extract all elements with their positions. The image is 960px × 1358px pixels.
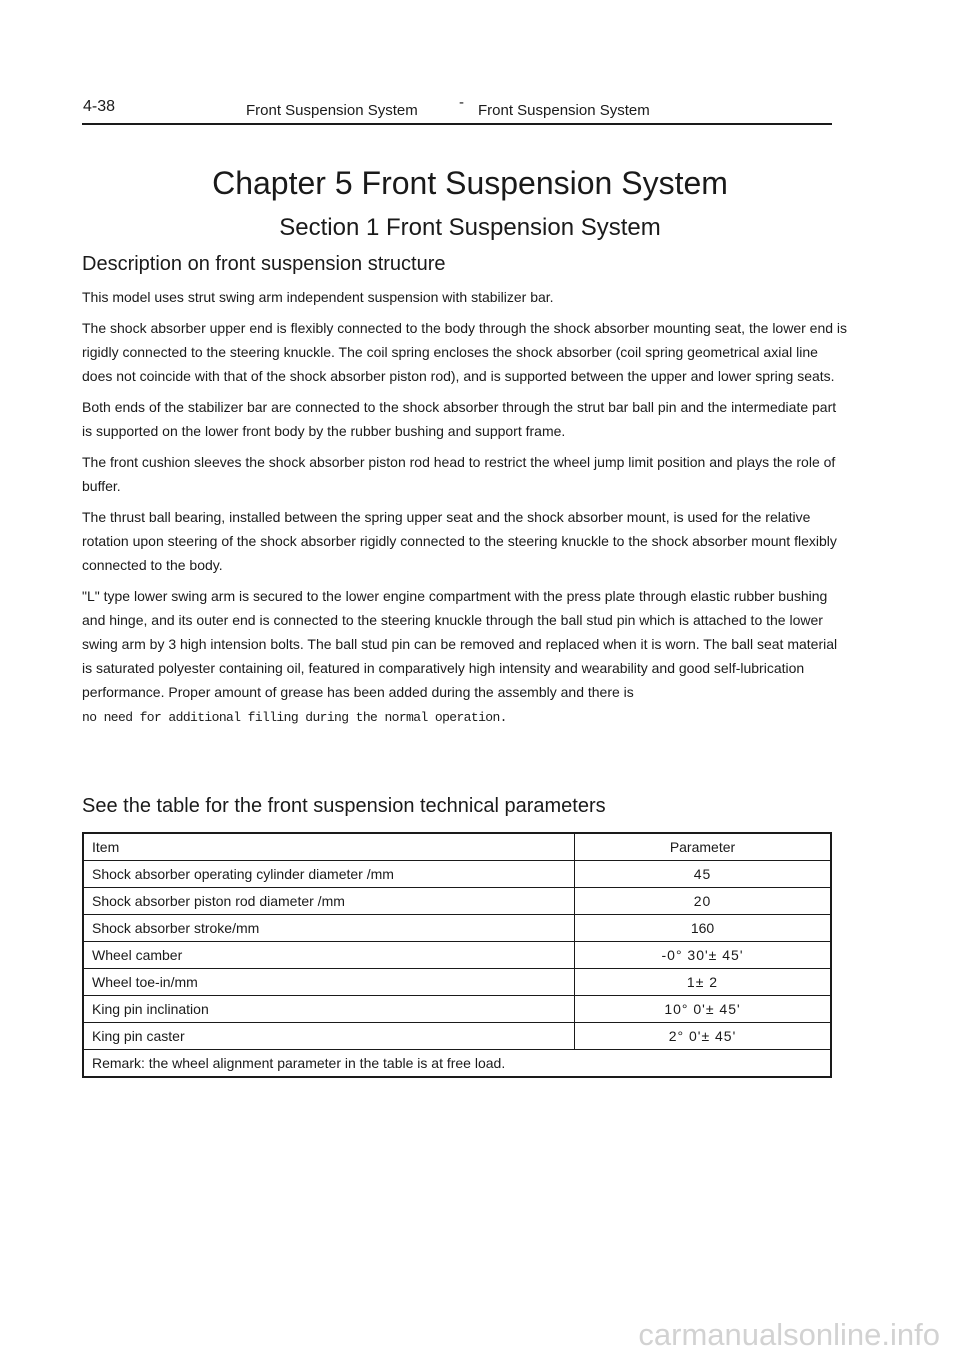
- table-remark-row: [83, 1050, 831, 1078]
- row-item: Shock absorber stroke/mm: [83, 915, 575, 942]
- header-rule: [82, 123, 832, 125]
- table-row: [83, 888, 831, 915]
- table-row: [83, 861, 831, 888]
- table-header-row: [83, 833, 831, 861]
- row-parameter: 1± 2: [575, 969, 832, 996]
- table-row: [83, 915, 831, 942]
- paragraph: This model uses strut swing arm independent suspension with stabilizer bar.: [82, 289, 554, 305]
- paragraph: The thrust ball bearing, installed between the spring upper seat and the shock absorber mount, is used for the relative rotation upon steering of the shock absorber rigidly connected to the steering knuckle to the shock absorber mount flexibly connected to the body.: [82, 509, 837, 573]
- row-parameter: 160: [575, 915, 832, 942]
- header-cell-parameter: Parameter: [575, 833, 832, 861]
- section-title: Section 1 Front Suspension System: [279, 214, 661, 241]
- table-row: [83, 996, 831, 1023]
- row-item: Wheel camber: [83, 942, 575, 969]
- body-text: [82, 285, 848, 730]
- paragraph: The front cushion sleeves the shock absorber piston rod head to restrict the wheel jump limit position and plays the role of buffer.: [82, 454, 836, 494]
- running-header-left: Front Suspension System: [246, 102, 418, 119]
- table-row: [83, 969, 831, 996]
- row-parameter: 2° 0'± 45': [575, 1023, 832, 1050]
- running-header-separator: -: [459, 94, 464, 111]
- paragraph: [82, 584, 848, 730]
- row-item: Wheel toe-in/mm: [83, 969, 575, 996]
- header-cell-item: Item: [83, 833, 575, 861]
- table-row: [83, 1023, 831, 1050]
- page-number: 4-38: [83, 98, 116, 115]
- row-parameter: 45: [575, 861, 832, 888]
- paragraph-text: "L" type lower swing arm is secured to the lower engine compartment with the press plate through elastic rubber bushing and hinge, and its outer end is connected to the steering knuckle through the ball stud pin which is attached to the lower swing arm by 3 high intension bolts. The ball stud pin can be removed and replaced when it is worn. The ball seat material is saturated polyester containing oil, featured in comparatively high intensity and wearability and good self-lubrication performance. Proper amount of grease has been added during the assembly and there is: [82, 588, 838, 700]
- table-row: [83, 942, 831, 969]
- row-item: King pin inclination: [83, 996, 575, 1023]
- row-item: King pin caster: [83, 1023, 575, 1050]
- table-remark: Remark: the wheel alignment parameter in the table is at free load.: [83, 1050, 831, 1078]
- paragraph: The shock absorber upper end is flexibly connected to the body through the shock absorber mounting seat, the lower end is rigidly connected to the steering knuckle. The coil spring encloses the shock absorber (coil spring geometrical axial line does not coincide with that of the shock absorber piston rod), and is supported between the upper and lower spring seats.: [82, 320, 848, 384]
- chapter-title: Chapter 5 Front Suspension System: [212, 165, 728, 201]
- row-parameter: 20: [575, 888, 832, 915]
- parameters-table: [82, 832, 832, 1078]
- paragraph: Both ends of the stabilizer bar are connected to the shock absorber through the strut bar ball pin and the intermediate part is supported on the lower front body by the rubber bushing and support frame.: [82, 399, 837, 439]
- row-item: Shock absorber operating cylinder diameter /mm: [83, 861, 575, 888]
- running-header-right: Front Suspension System: [478, 102, 650, 119]
- paragraph-tail: no need for additional filling during the normal operation.: [82, 710, 507, 725]
- row-parameter: 10° 0'± 45': [575, 996, 832, 1023]
- table-heading: See the table for the front suspension technical parameters: [82, 795, 606, 817]
- row-parameter: -0° 30'± 45': [575, 942, 832, 969]
- watermark: carmanualsonline.info: [638, 1317, 940, 1352]
- row-item: Shock absorber piston rod diameter /mm: [83, 888, 575, 915]
- description-heading: Description on front suspension structure: [82, 253, 446, 275]
